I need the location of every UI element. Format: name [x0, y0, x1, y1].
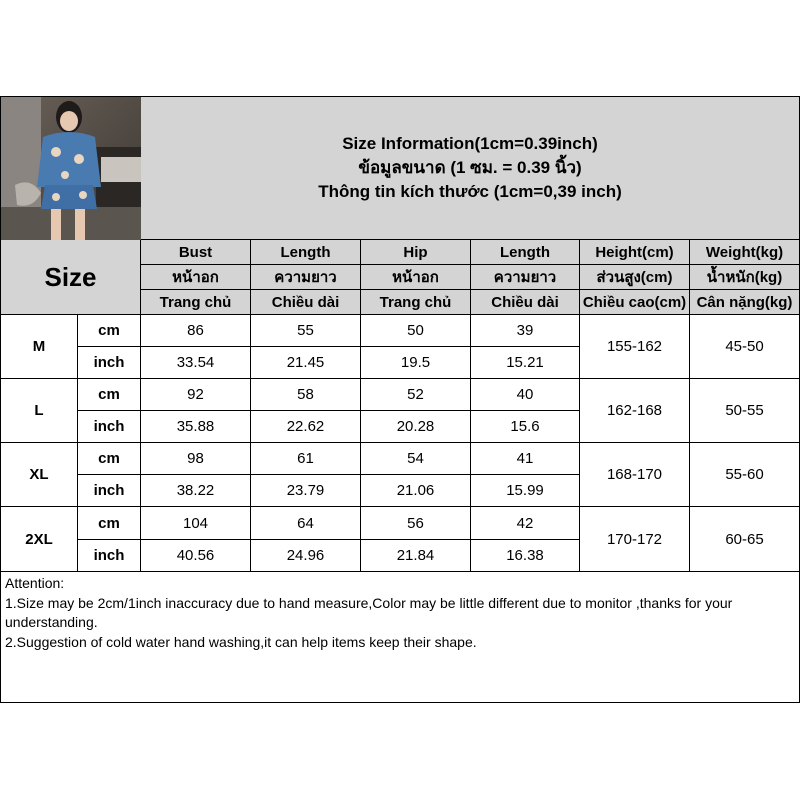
size-label-xl: XL	[0, 443, 78, 507]
table-cell: 54	[361, 443, 471, 475]
table-cell: 40.56	[141, 540, 251, 572]
unit-label-inch: inch	[78, 347, 141, 379]
unit-label-cm: cm	[78, 379, 141, 411]
table-cell: 21.06	[361, 475, 471, 507]
column-header: Chiều dài	[251, 290, 361, 315]
title-line-3: Thông tin kích thước (1cm=0,39 inch)	[318, 182, 622, 201]
table-cell: 92	[141, 379, 251, 411]
title-line-1: Size Information(1cm=0.39inch)	[342, 134, 598, 153]
table-cell: 15.99	[471, 475, 580, 507]
table-cell: 16.38	[471, 540, 580, 572]
table-cell: 38.22	[141, 475, 251, 507]
table-cell: 104	[141, 507, 251, 540]
column-header: น้ำหนัก(kg)	[690, 265, 800, 290]
column-header: Height(cm)	[580, 240, 690, 265]
table-cell: 50	[361, 315, 471, 347]
notes-heading: Attention:	[5, 575, 65, 591]
attention-notes	[0, 572, 800, 703]
size-label-2xl: 2XL	[0, 507, 78, 572]
table-cell: 20.28	[361, 411, 471, 443]
unit-label-cm: cm	[78, 443, 141, 475]
table-cell: 23.79	[251, 475, 361, 507]
table-cell: 33.54	[141, 347, 251, 379]
note-washing: 2.Suggestion of cold water hand washing,it can help items keep their shape.	[5, 633, 477, 650]
table-cell: 55	[251, 315, 361, 347]
column-header: Length	[251, 240, 361, 265]
table-cell: 58	[251, 379, 361, 411]
column-header: Weight(kg)	[690, 240, 800, 265]
column-header: ความยาว	[251, 265, 361, 290]
table-cell: 15.6	[471, 411, 580, 443]
weight-cell: 55-60	[690, 443, 800, 507]
unit-label-inch: inch	[78, 540, 141, 572]
size-header: Size	[0, 240, 141, 315]
column-header: Trang chủ	[361, 290, 471, 315]
table-cell: 21.45	[251, 347, 361, 379]
column-header: หน้าอก	[141, 265, 251, 290]
note-accuracy: 1.Size may be 2cm/1inch inaccuracy due to hand measure,Color may be little different due to monitor ,thanks for your understanding.	[5, 594, 733, 630]
table-cell: 98	[141, 443, 251, 475]
table-cell: 21.84	[361, 540, 471, 572]
table-cell: 86	[141, 315, 251, 347]
column-header: Hip	[361, 240, 471, 265]
table-cell: 52	[361, 379, 471, 411]
table-cell: 40	[471, 379, 580, 411]
weight-cell: 60-65	[690, 507, 800, 572]
column-header: Chiều cao(cm)	[580, 290, 690, 315]
column-header: ความยาว	[471, 265, 580, 290]
height-cell: 170-172	[580, 507, 690, 572]
column-header: Bust	[141, 240, 251, 265]
column-header: ส่วนสูง(cm)	[580, 265, 690, 290]
table-cell: 15.21	[471, 347, 580, 379]
table-cell: 22.62	[251, 411, 361, 443]
column-header: Length	[471, 240, 580, 265]
table-cell: 41	[471, 443, 580, 475]
unit-label-cm: cm	[78, 315, 141, 347]
table-cell: 19.5	[361, 347, 471, 379]
size-label-l: L	[0, 379, 78, 443]
table-cell: 42	[471, 507, 580, 540]
table-cell: 56	[361, 507, 471, 540]
table-cell: 64	[251, 507, 361, 540]
table-cell: 39	[471, 315, 580, 347]
height-cell: 168-170	[580, 443, 690, 507]
table-cell: 24.96	[251, 540, 361, 572]
column-header: Trang chủ	[141, 290, 251, 315]
unit-label-inch: inch	[78, 475, 141, 507]
title-line-2: ข้อมูลขนาด (1 ซม. = 0.39 นิ้ว)	[358, 158, 582, 177]
unit-label-cm: cm	[78, 507, 141, 540]
column-header: หน้าอก	[361, 265, 471, 290]
table-cell: 61	[251, 443, 361, 475]
weight-cell: 50-55	[690, 379, 800, 443]
product-photo	[1, 97, 141, 240]
size-label-m: M	[0, 315, 78, 379]
title-cell	[141, 96, 800, 240]
weight-cell: 45-50	[690, 315, 800, 379]
height-cell: 155-162	[580, 315, 690, 379]
height-cell: 162-168	[580, 379, 690, 443]
table-cell: 35.88	[141, 411, 251, 443]
column-header: Chiều dài	[471, 290, 580, 315]
column-header: Cân nặng(kg)	[690, 290, 800, 315]
model-photo-image	[1, 97, 141, 240]
unit-label-inch: inch	[78, 411, 141, 443]
